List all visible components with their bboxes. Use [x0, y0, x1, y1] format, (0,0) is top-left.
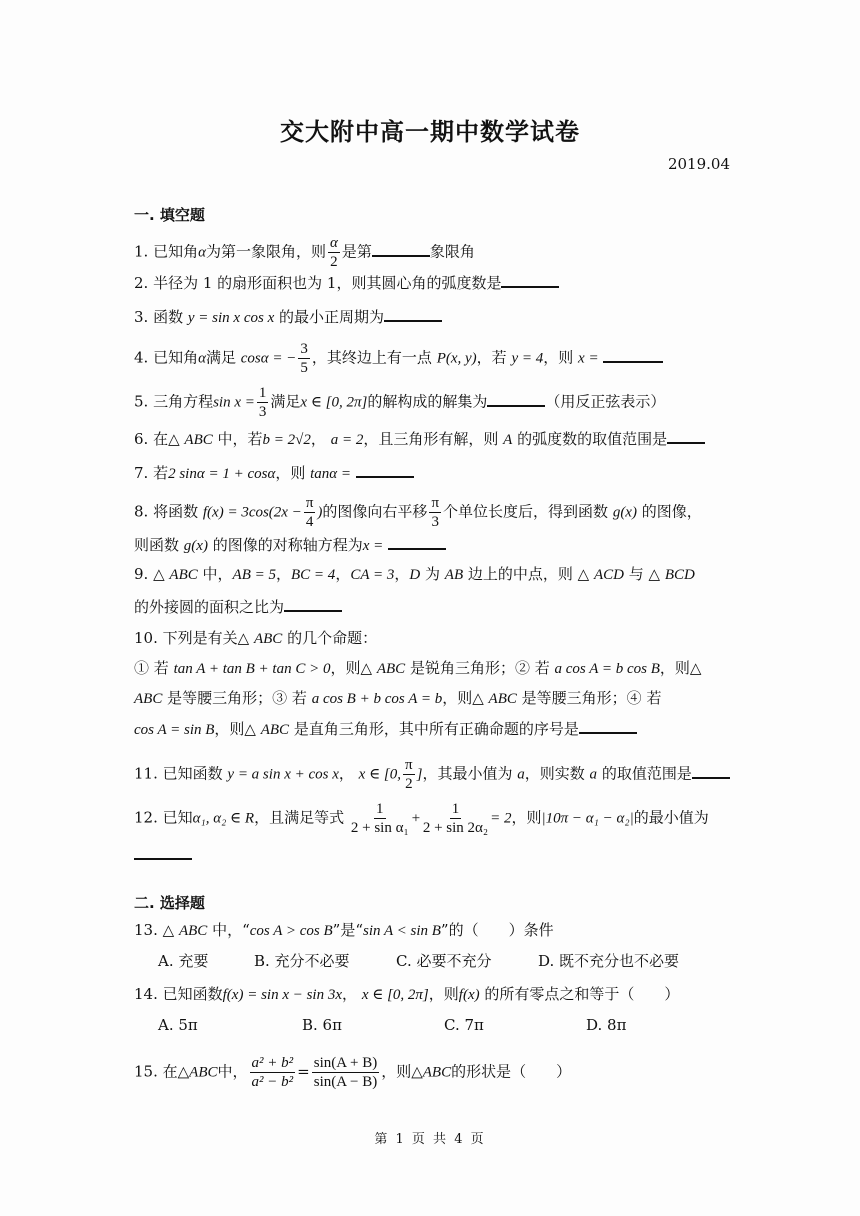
exam-date: 2019.04: [667, 155, 730, 173]
answer-blank: [603, 347, 663, 363]
question-9: 9. △ ABC 中，AB = 5，BC = 4，CA = 3，D 为 AB 边上的中点，则 △ ACD 与 △ BCD: [134, 565, 695, 583]
question-2: 2. 半径为 1 的扇形面积也为 1，则其圆心角的弧度数是: [134, 272, 559, 293]
q14-option-b[interactable]: B. 6π: [302, 1016, 342, 1034]
question-5: 5. 三角方程sin x = $\frac{1}{3}$ 满足x ∈ [0, 2π]的解构成的解集为 （用反正弦表示）: [134, 385, 666, 420]
question-11: 11. 已知函数 y = a sin x + cos x， x ∈ [0, $\frac{\pi}{2}$ ]，其最小值为 a，则实数 a 的取值范围是: [134, 756, 730, 793]
question-12: 12. 已知α₁, α₂ ∈ R，且满足等式 $\frac{1}{\text{2 + sin α₁}}$ + $\frac{1}{\text{2 + sin 2α₂}}$ = 2，则|10π − α₁ − α₂|的最小值为: [134, 801, 709, 836]
answer-blank: [388, 534, 446, 550]
fraction-1-over-2-plus-sin-2a2: $\frac{1}{\text{2 + sin 2α₂}}$: [422, 801, 489, 836]
q13-option-c[interactable]: C. 必要不充分: [396, 952, 492, 970]
question-8-line-2: 则函数 g(x) 的图像的对称轴方程为x =: [134, 534, 446, 556]
q14-option-a[interactable]: A. 5π: [158, 1016, 198, 1034]
q13-option-d[interactable]: D. 既不充分也不必要: [538, 952, 680, 970]
question-7: 7. 若2 sinα = 1 + cosα，则 tanα =: [134, 462, 414, 484]
fraction-1-over-2-plus-sin-a1: $\frac{1}{\text{2 + sin α₁}}$: [350, 801, 409, 836]
answer-blank: [372, 241, 430, 257]
question-6: 6. 在△ ABC 中，若b = 2√2， a = 2，且三角形有解，则 A 的弧度数的取值范围是: [134, 428, 705, 450]
question-3: 3. 函数 y = sin x cos x 的最小正周期为: [134, 306, 442, 328]
answer-blank: [384, 306, 442, 322]
fraction-pi-over-4: $\frac{\pi}{4}$: [305, 495, 314, 530]
fraction-pi-over-3: $\frac{\pi}{3}$: [431, 495, 440, 530]
answer-blank: [667, 428, 705, 444]
answer-blank: [356, 462, 414, 478]
question-14: 14. 已知函数f(x) = sin x − sin 3x， x ∈ [0, 2π]，则f(x) 的所有零点之和等于（ ）: [134, 985, 680, 1003]
section-choice-heading: 二. 选择题: [134, 894, 205, 912]
q13-option-b[interactable]: B. 充分不必要: [254, 952, 350, 970]
q14-option-d[interactable]: D. 8π: [586, 1016, 627, 1034]
question-12-line-2: [134, 844, 192, 865]
answer-blank: [284, 596, 342, 612]
question-10: 10. 下列是有关△ ABC 的几个命题：: [134, 629, 378, 647]
question-10-line-1: ① 若 tan A + tan B + tan C > 0，则△ ABC 是锐角三角形；② 若 a cos A = b cos B，则△: [134, 659, 702, 677]
question-10-line-2: ABC 是等腰三角形；③ 若 a cos B + b cos A = b，则△ ABC 是等腰三角形；④ 若: [134, 689, 662, 707]
answer-blank: [134, 844, 192, 860]
answer-blank: [692, 763, 730, 779]
question-15: 15. 在△ABC中， $\frac{\text{a² + b²}}{\text{a² − b²}}$ = $\frac{\sin(A + B)}{\sin(A - B)}$ ，则△ABC的形状是（ ）: [134, 1055, 572, 1090]
fraction-3-over-5: $\frac{3}{5}$: [300, 341, 308, 376]
answer-blank: [487, 391, 545, 407]
q13-option-a[interactable]: A. 充要: [158, 952, 209, 970]
question-10-line-3: cos A = sin B，则△ ABC 是直角三角形，其中所有正确命题的序号是: [134, 718, 637, 740]
answer-blank: [579, 718, 637, 734]
fraction-1-over-3: $\frac{1}{3}$: [258, 385, 267, 420]
section-fill-blank-heading: 一. 填空题: [134, 206, 205, 224]
q14-option-c[interactable]: C. 7π: [444, 1016, 484, 1034]
page-footer: 第 1 页 共 4 页: [374, 1132, 486, 1147]
exam-title: 交大附中高一期中数学试卷: [280, 118, 580, 146]
fraction-alpha-over-2: $\frac{\alpha}{2}$: [329, 235, 338, 270]
answer-blank: [501, 272, 559, 288]
fraction-a2b2-sum-over-diff: $\frac{\text{a² + b²}}{\text{a² − b²}}$: [251, 1055, 294, 1090]
question-1: 1. 已知角α为第一象限角，则 $\frac{\alpha}{2}$ 是第 象限角: [134, 235, 475, 270]
question-4: 4. 已知角α满足 cosα = − $\frac{3}{5}$ ，其终边上有一点 P(x, y)，若 y = 4，则 x =: [134, 340, 663, 377]
question-8: 8. 将函数 f(x) = 3cos(2x − $\frac{\pi}{4}$ )的图像向右平移 $\frac{\pi}{3}$ 个单位长度后，得到函数 g(x) 的图像，: [134, 495, 702, 530]
fraction-pi-over-2: $\frac{\pi}{2}$: [405, 757, 413, 792]
fraction-sin-sum-over-sin-diff: $\frac{\sin(A + B)}{\sin(A - B)}$: [313, 1055, 378, 1090]
question-9-line-2: 的外接圆的面积之比为: [134, 596, 342, 617]
question-13: 13. △ ABC 中，“cos A > cos B”是“sin A < sin B”的（ ）条件: [134, 921, 554, 939]
